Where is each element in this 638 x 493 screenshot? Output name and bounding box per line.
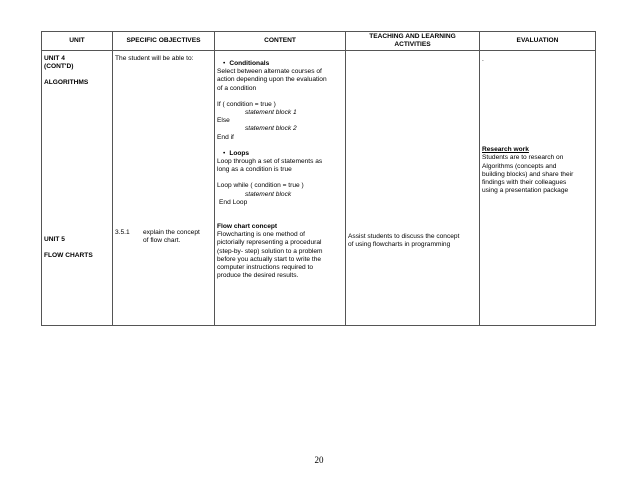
unit5-title: FLOW CHARTS — [44, 251, 93, 259]
flowchart-line6: produce the desired results. — [217, 272, 299, 280]
unit-cell — [42, 51, 113, 326]
objectives-cell — [113, 51, 215, 326]
objectives-intro: The student will be able to: — [115, 55, 194, 62]
conditionals-heading: • Conditionals — [217, 60, 343, 68]
table-row — [42, 51, 596, 326]
unit4-label: UNIT 4 — [44, 55, 65, 62]
objective-text — [143, 229, 200, 245]
flowchart-heading: Flow chart concept — [217, 223, 278, 231]
statement-block-2: statement block 2 — [245, 125, 297, 133]
syllabus-table — [41, 31, 596, 326]
content-header: CONTENT — [215, 32, 346, 51]
evaluation-cell — [480, 51, 596, 326]
end-loop-line: End Loop — [219, 198, 248, 206]
content-cell — [215, 51, 346, 326]
loops-line1: Loop through a set of statements as — [217, 158, 323, 166]
conditionals-line3: of a condition — [217, 84, 257, 92]
research-line5: using a presentation package — [482, 187, 569, 195]
conditionals-line2: action depending upon the evaluation — [217, 76, 327, 84]
research-line1: Students are to research on — [482, 154, 564, 162]
flowchart-line1: Flowcharting is one method of — [217, 231, 305, 239]
loops-heading: • Loops — [217, 150, 343, 158]
unit4-contd-label: (CONT'D) — [44, 63, 74, 71]
objective-line1: explain the concept — [143, 229, 200, 237]
if-line: If ( condition = true ) — [217, 100, 276, 108]
research-line2: Algorithms (concepts and — [482, 162, 557, 170]
endif-line: End if — [217, 133, 234, 141]
objectives-header: SPECIFIC OBJECTIVES — [113, 32, 215, 51]
research-line3: building blocks) and share their — [482, 170, 574, 178]
conditionals-line1: Select between alternate courses of — [217, 68, 322, 76]
activities-cell — [346, 51, 480, 326]
objective-line2: of flow chart. — [143, 237, 181, 245]
page-number: 20 — [314, 455, 324, 465]
research-line4: findings with their colleagues — [482, 179, 567, 187]
objective-number: 3.5.1 — [115, 229, 130, 237]
statement-block: statement block — [245, 190, 292, 198]
activities-line2: of using flowcharts in programming — [348, 241, 451, 249]
unit5-label: UNIT 5 — [44, 235, 65, 243]
evaluation-dot: . — [482, 56, 484, 63]
unit-header: UNIT — [42, 32, 113, 51]
research-heading: Research work — [482, 146, 529, 154]
statement-block-1: statement block 1 — [245, 109, 297, 117]
unit4-title: ALGORITHMS — [44, 79, 89, 87]
flowchart-line5: computer instructions required to — [217, 264, 314, 272]
objective-item — [115, 229, 212, 245]
flowchart-line2: pictorially representing a procedural — [217, 239, 322, 247]
activities-header-line2: ACTIVITIES — [394, 41, 431, 48]
activities-header — [346, 32, 480, 51]
flowchart-line4: before you actually start to write the — [217, 255, 322, 263]
activities-header-line1: TEACHING AND LEARNING — [369, 33, 456, 41]
header-row — [42, 32, 596, 51]
flowchart-line3: (step-by- step) solution to a problem — [217, 247, 323, 255]
loop-while-line: Loop while ( condition = true ) — [217, 182, 304, 190]
loops-line2: long as a condition is true — [217, 166, 292, 174]
activities-line1: Assist students to discuss the concept — [348, 233, 460, 240]
evaluation-header: EVALUATION — [480, 32, 596, 51]
else-line: Else — [217, 117, 230, 125]
